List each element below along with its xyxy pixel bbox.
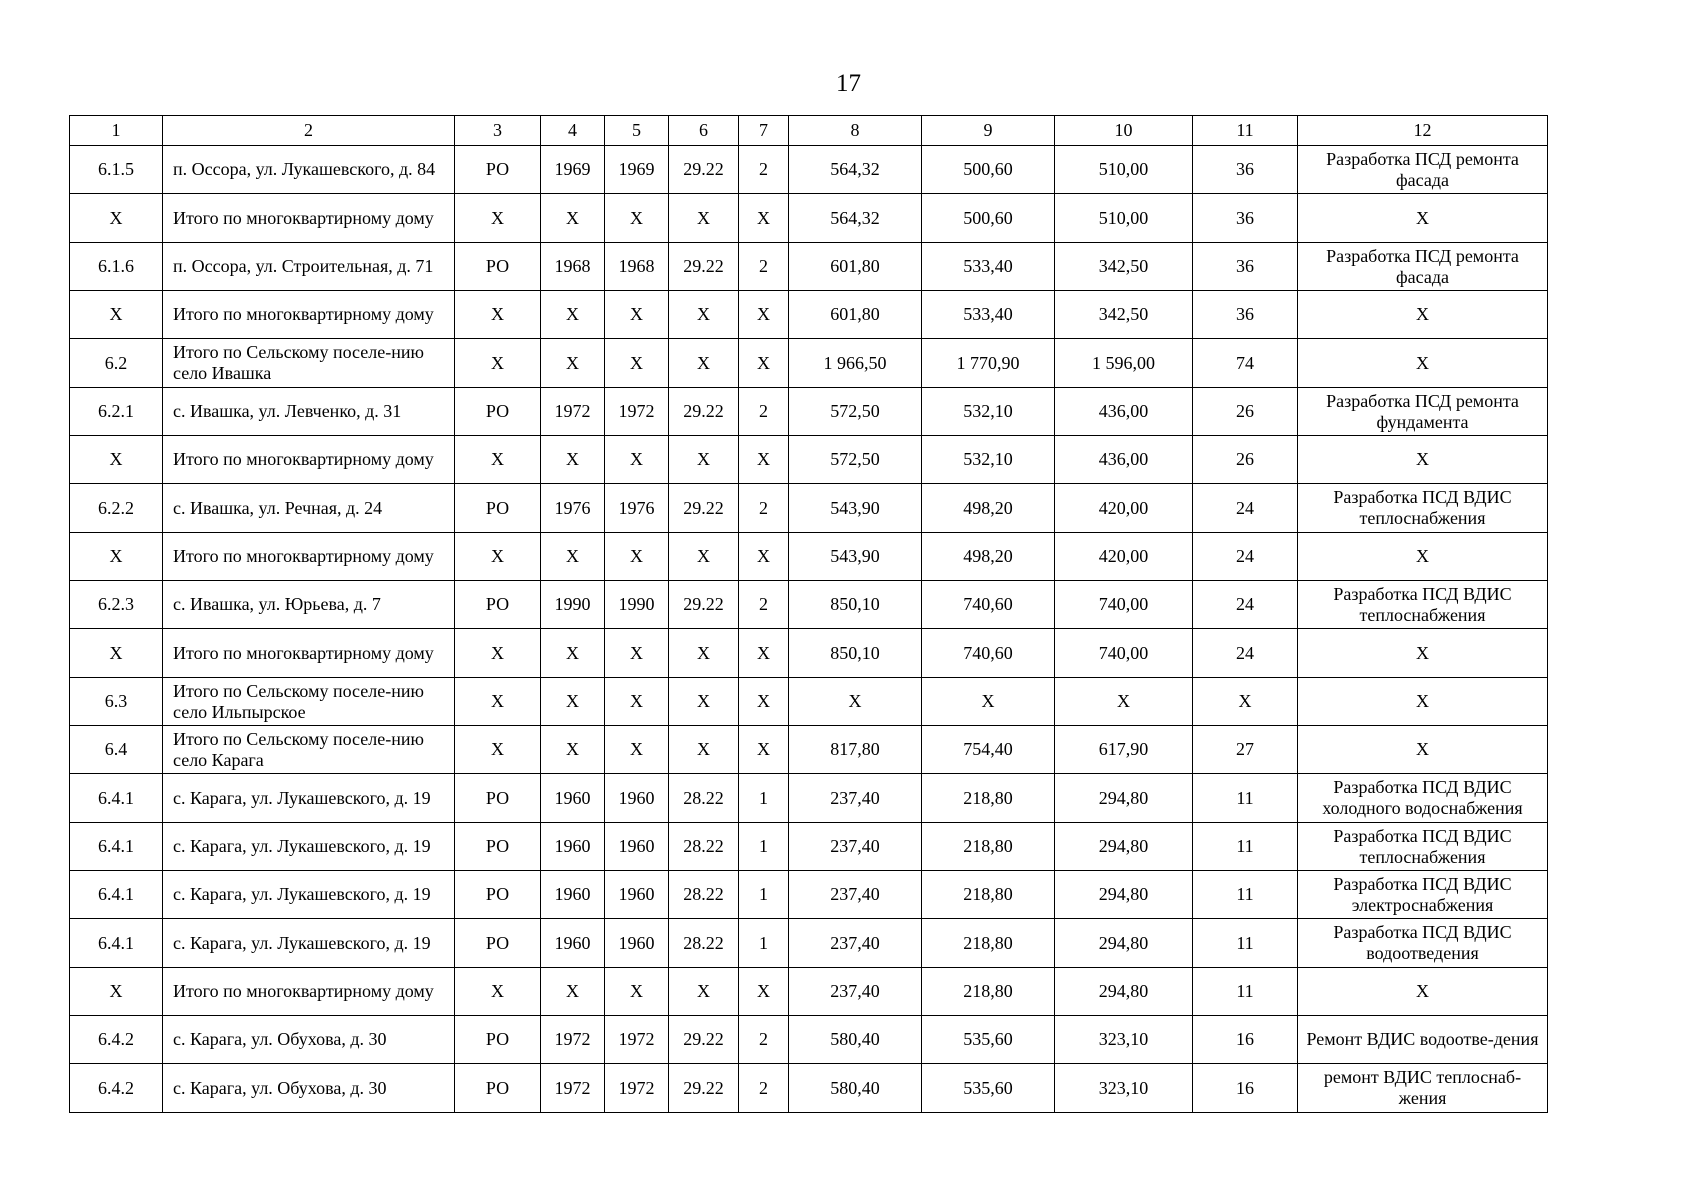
cell-wall-material: X — [669, 726, 739, 774]
cell-living-area: 498,20 — [922, 533, 1055, 581]
column-header-5: 5 — [605, 116, 669, 146]
cell-work-type: Разработка ПСД ВДИС электроснабжения — [1298, 871, 1548, 919]
cell-year-commissioned: X — [605, 436, 669, 484]
cell-address: п. Оссора, ул. Строительная, д. 71 — [163, 243, 455, 291]
cell-wall-material: 29.22 — [669, 146, 739, 194]
cell-floors: 2 — [739, 146, 789, 194]
cell-work-type: X — [1298, 629, 1548, 678]
cell-residents: 36 — [1193, 243, 1298, 291]
table-row — [70, 436, 1548, 484]
table-row — [70, 146, 1548, 194]
table-row — [70, 291, 1548, 339]
column-header-7: 7 — [739, 116, 789, 146]
cell-row-number: 6.2 — [70, 339, 163, 388]
table-row — [70, 823, 1548, 871]
cell-total-area: 572,50 — [789, 436, 922, 484]
cell-ownership: РО — [455, 919, 541, 968]
cell-floors: 2 — [739, 1016, 789, 1064]
cell-cost: 510,00 — [1055, 194, 1193, 243]
cell-year-commissioned: X — [605, 629, 669, 678]
cell-address: с. Ивашка, ул. Речная, д. 24 — [163, 484, 455, 533]
cell-work-type: Разработка ПСД ВДИС теплоснабжения — [1298, 484, 1548, 533]
cell-ownership: РО — [455, 388, 541, 436]
cell-ownership: X — [455, 339, 541, 388]
cell-total-area: 237,40 — [789, 871, 922, 919]
table-row — [70, 581, 1548, 629]
cell-wall-material: X — [669, 968, 739, 1016]
cell-floors: X — [739, 339, 789, 388]
column-header-1: 1 — [70, 116, 163, 146]
cell-total-area: 237,40 — [789, 774, 922, 823]
cell-year-built: X — [541, 678, 605, 726]
column-header-11: 11 — [1193, 116, 1298, 146]
cell-work-type: Разработка ПСД ремонта фундамента — [1298, 388, 1548, 436]
cell-row-number: X — [70, 194, 163, 243]
cell-total-area: 601,80 — [789, 291, 922, 339]
cell-ownership: X — [455, 968, 541, 1016]
column-header-10: 10 — [1055, 116, 1193, 146]
cell-address: с. Карага, ул. Обухова, д. 30 — [163, 1064, 455, 1113]
cell-living-area: 740,60 — [922, 629, 1055, 678]
cell-address: п. Оссора, ул. Лукашевского, д. 84 — [163, 146, 455, 194]
cell-work-type: X — [1298, 968, 1548, 1016]
cell-year-built: 1976 — [541, 484, 605, 533]
cell-year-commissioned: X — [605, 726, 669, 774]
cell-year-built: 1969 — [541, 146, 605, 194]
page-number: 17 — [836, 70, 861, 97]
cell-floors: 2 — [739, 388, 789, 436]
cell-year-built: X — [541, 629, 605, 678]
cell-year-commissioned: 1972 — [605, 1016, 669, 1064]
cell-wall-material: 28.22 — [669, 871, 739, 919]
cell-cost: 294,80 — [1055, 823, 1193, 871]
cell-floors: X — [739, 436, 789, 484]
cell-address: с. Карага, ул. Лукашевского, д. 19 — [163, 871, 455, 919]
cell-address: Итого по многоквартирному дому — [163, 436, 455, 484]
cell-ownership: РО — [455, 581, 541, 629]
cell-year-commissioned: X — [605, 678, 669, 726]
cell-wall-material: X — [669, 533, 739, 581]
cell-wall-material: 29.22 — [669, 1016, 739, 1064]
cell-work-type: Ремонт ВДИС водоотве-дения — [1298, 1016, 1548, 1064]
cell-living-area: 218,80 — [922, 968, 1055, 1016]
cell-row-number: X — [70, 533, 163, 581]
cell-floors: X — [739, 726, 789, 774]
cell-total-area: 543,90 — [789, 484, 922, 533]
cell-year-built: 1972 — [541, 1016, 605, 1064]
cell-wall-material: X — [669, 678, 739, 726]
cell-residents: 27 — [1193, 726, 1298, 774]
cell-cost: 510,00 — [1055, 146, 1193, 194]
cell-wall-material: 28.22 — [669, 919, 739, 968]
cell-row-number: X — [70, 968, 163, 1016]
table-row — [70, 678, 1548, 726]
cell-ownership: РО — [455, 1016, 541, 1064]
cell-floors: X — [739, 194, 789, 243]
cell-address: с. Карага, ул. Обухова, д. 30 — [163, 1016, 455, 1064]
cell-year-commissioned: 1972 — [605, 388, 669, 436]
cell-row-number: 6.4.2 — [70, 1016, 163, 1064]
cell-row-number: 6.1.6 — [70, 243, 163, 291]
cell-floors: 2 — [739, 243, 789, 291]
cell-total-area: 580,40 — [789, 1016, 922, 1064]
cell-residents: 26 — [1193, 388, 1298, 436]
cell-ownership: X — [455, 726, 541, 774]
cell-total-area: 564,32 — [789, 194, 922, 243]
column-header-6: 6 — [669, 116, 739, 146]
cell-address: Итого по многоквартирному дому — [163, 291, 455, 339]
cell-floors: X — [739, 968, 789, 1016]
cell-work-type: Разработка ПСД ВДИС теплоснабжения — [1298, 823, 1548, 871]
table-row — [70, 1064, 1548, 1113]
cell-living-area: 498,20 — [922, 484, 1055, 533]
column-header-3: 3 — [455, 116, 541, 146]
cell-address: Итого по многоквартирному дому — [163, 968, 455, 1016]
cell-residents: 26 — [1193, 436, 1298, 484]
cell-cost: 617,90 — [1055, 726, 1193, 774]
cell-residents: 11 — [1193, 968, 1298, 1016]
cell-ownership: РО — [455, 823, 541, 871]
cell-year-commissioned: 1976 — [605, 484, 669, 533]
cell-living-area: 754,40 — [922, 726, 1055, 774]
cell-year-built: X — [541, 968, 605, 1016]
cell-year-commissioned: X — [605, 339, 669, 388]
cell-year-built: 1972 — [541, 388, 605, 436]
cell-ownership: РО — [455, 146, 541, 194]
cell-cost: 323,10 — [1055, 1064, 1193, 1113]
cell-year-built: X — [541, 291, 605, 339]
cell-year-built: 1960 — [541, 871, 605, 919]
cell-work-type: Разработка ПСД ВДИС водоотведения — [1298, 919, 1548, 968]
cell-ownership: X — [455, 629, 541, 678]
cell-living-area: 1 770,90 — [922, 339, 1055, 388]
data-table — [69, 115, 1548, 1113]
cell-total-area: 572,50 — [789, 388, 922, 436]
cell-floors: X — [739, 629, 789, 678]
cell-wall-material: 29.22 — [669, 581, 739, 629]
cell-total-area: 850,10 — [789, 629, 922, 678]
cell-residents: 11 — [1193, 919, 1298, 968]
cell-address: Итого по многоквартирному дому — [163, 194, 455, 243]
cell-cost: 436,00 — [1055, 436, 1193, 484]
cell-address: Итого по многоквартирному дому — [163, 629, 455, 678]
cell-year-commissioned: 1960 — [605, 823, 669, 871]
cell-year-built: X — [541, 339, 605, 388]
cell-work-type: X — [1298, 678, 1548, 726]
table-row — [70, 871, 1548, 919]
cell-wall-material: X — [669, 339, 739, 388]
cell-year-commissioned: 1990 — [605, 581, 669, 629]
cell-work-type: X — [1298, 436, 1548, 484]
cell-year-built: 1972 — [541, 1064, 605, 1113]
cell-living-area: 532,10 — [922, 436, 1055, 484]
cell-wall-material: 28.22 — [669, 774, 739, 823]
cell-wall-material: 28.22 — [669, 823, 739, 871]
cell-row-number: 6.1.5 — [70, 146, 163, 194]
cell-row-number: 6.2.2 — [70, 484, 163, 533]
cell-year-built: X — [541, 436, 605, 484]
cell-residents: 24 — [1193, 484, 1298, 533]
cell-cost: 740,00 — [1055, 629, 1193, 678]
cell-work-type: Разработка ПСД ВДИС холодного водоснабжения — [1298, 774, 1548, 823]
cell-floors: 1 — [739, 919, 789, 968]
cell-work-type: X — [1298, 533, 1548, 581]
cell-year-commissioned: 1968 — [605, 243, 669, 291]
cell-residents: 16 — [1193, 1016, 1298, 1064]
cell-residents: 36 — [1193, 194, 1298, 243]
cell-address: Итого по Сельскому поселе-нию село Карага — [163, 726, 455, 774]
cell-total-area: 564,32 — [789, 146, 922, 194]
cell-year-commissioned: X — [605, 194, 669, 243]
header-row — [70, 116, 1548, 146]
cell-row-number: 6.4.1 — [70, 919, 163, 968]
cell-ownership: X — [455, 194, 541, 243]
table-row — [70, 968, 1548, 1016]
cell-floors: X — [739, 291, 789, 339]
cell-cost: 420,00 — [1055, 533, 1193, 581]
cell-year-built: X — [541, 533, 605, 581]
cell-year-built: 1960 — [541, 774, 605, 823]
cell-residents: X — [1193, 678, 1298, 726]
cell-residents: 16 — [1193, 1064, 1298, 1113]
cell-floors: 2 — [739, 1064, 789, 1113]
cell-cost: 294,80 — [1055, 774, 1193, 823]
cell-year-built: 1960 — [541, 919, 605, 968]
cell-residents: 11 — [1193, 871, 1298, 919]
cell-year-commissioned: X — [605, 968, 669, 1016]
cell-wall-material: X — [669, 291, 739, 339]
cell-row-number: 6.4.1 — [70, 774, 163, 823]
cell-residents: 11 — [1193, 823, 1298, 871]
cell-address: с. Ивашка, ул. Левченко, д. 31 — [163, 388, 455, 436]
cell-floors: 1 — [739, 774, 789, 823]
cell-ownership: РО — [455, 243, 541, 291]
cell-row-number: 6.3 — [70, 678, 163, 726]
cell-row-number: 6.2.1 — [70, 388, 163, 436]
cell-row-number: X — [70, 629, 163, 678]
cell-cost: 294,80 — [1055, 871, 1193, 919]
cell-year-commissioned: X — [605, 291, 669, 339]
cell-year-built: X — [541, 194, 605, 243]
cell-year-built: 1968 — [541, 243, 605, 291]
table-row — [70, 388, 1548, 436]
cell-total-area: 543,90 — [789, 533, 922, 581]
table-body — [70, 146, 1548, 1113]
cell-work-type: X — [1298, 339, 1548, 388]
cell-cost: 436,00 — [1055, 388, 1193, 436]
table-row — [70, 243, 1548, 291]
cell-work-type: Разработка ПСД ремонта фасада — [1298, 146, 1548, 194]
cell-residents: 74 — [1193, 339, 1298, 388]
cell-living-area: 218,80 — [922, 919, 1055, 968]
cell-year-commissioned: X — [605, 533, 669, 581]
cell-residents: 24 — [1193, 629, 1298, 678]
cell-row-number: 6.2.3 — [70, 581, 163, 629]
cell-ownership: X — [455, 291, 541, 339]
column-header-4: 4 — [541, 116, 605, 146]
cell-total-area: 850,10 — [789, 581, 922, 629]
cell-ownership: РО — [455, 774, 541, 823]
table-row — [70, 629, 1548, 678]
cell-living-area: 740,60 — [922, 581, 1055, 629]
cell-year-built: X — [541, 726, 605, 774]
cell-wall-material: X — [669, 629, 739, 678]
cell-address: Итого по Сельскому поселе-нию село Ивашка — [163, 339, 455, 388]
cell-wall-material: 29.22 — [669, 243, 739, 291]
cell-living-area: 532,10 — [922, 388, 1055, 436]
column-header-2: 2 — [163, 116, 455, 146]
cell-address: Итого по многоквартирному дому — [163, 533, 455, 581]
cell-wall-material: 29.22 — [669, 1064, 739, 1113]
cell-wall-material: 29.22 — [669, 388, 739, 436]
cell-wall-material: 29.22 — [669, 484, 739, 533]
cell-work-type: X — [1298, 726, 1548, 774]
cell-wall-material: X — [669, 194, 739, 243]
cell-address: с. Ивашка, ул. Юрьева, д. 7 — [163, 581, 455, 629]
cell-year-commissioned: 1960 — [605, 871, 669, 919]
cell-row-number: X — [70, 291, 163, 339]
table-row — [70, 339, 1548, 388]
table-row — [70, 726, 1548, 774]
cell-living-area: 500,60 — [922, 146, 1055, 194]
cell-cost: 1 596,00 — [1055, 339, 1193, 388]
cell-address: Итого по Сельскому поселе-нию село Ильпырское — [163, 678, 455, 726]
cell-year-commissioned: 1960 — [605, 919, 669, 968]
cell-living-area: 218,80 — [922, 823, 1055, 871]
cell-living-area: 533,40 — [922, 243, 1055, 291]
cell-ownership: X — [455, 533, 541, 581]
cell-living-area: 533,40 — [922, 291, 1055, 339]
cell-work-type: Разработка ПСД ремонта фасада — [1298, 243, 1548, 291]
table-row — [70, 919, 1548, 968]
table-row — [70, 774, 1548, 823]
cell-year-commissioned: 1972 — [605, 1064, 669, 1113]
cell-ownership: РО — [455, 484, 541, 533]
cell-cost: 294,80 — [1055, 919, 1193, 968]
cell-address: с. Карага, ул. Лукашевского, д. 19 — [163, 823, 455, 871]
cell-work-type: X — [1298, 194, 1548, 243]
cell-floors: 2 — [739, 484, 789, 533]
cell-row-number: 6.4.1 — [70, 823, 163, 871]
cell-work-type: Разработка ПСД ВДИС теплоснабжения — [1298, 581, 1548, 629]
cell-residents: 36 — [1193, 291, 1298, 339]
cell-living-area: 500,60 — [922, 194, 1055, 243]
column-header-12: 12 — [1298, 116, 1548, 146]
cell-cost: X — [1055, 678, 1193, 726]
cell-total-area: 237,40 — [789, 823, 922, 871]
cell-year-built: 1960 — [541, 823, 605, 871]
cell-floors: 1 — [739, 823, 789, 871]
table-row — [70, 533, 1548, 581]
cell-ownership: X — [455, 678, 541, 726]
table-row — [70, 194, 1548, 243]
cell-living-area: X — [922, 678, 1055, 726]
cell-work-type: ремонт ВДИС теплоснаб-жения — [1298, 1064, 1548, 1113]
cell-row-number: 6.4 — [70, 726, 163, 774]
cell-work-type: X — [1298, 291, 1548, 339]
cell-floors: 1 — [739, 871, 789, 919]
cell-ownership: РО — [455, 871, 541, 919]
cell-total-area: 817,80 — [789, 726, 922, 774]
cell-address: с. Карага, ул. Лукашевского, д. 19 — [163, 774, 455, 823]
cell-living-area: 218,80 — [922, 774, 1055, 823]
cell-wall-material: X — [669, 436, 739, 484]
cell-cost: 420,00 — [1055, 484, 1193, 533]
table-row — [70, 484, 1548, 533]
cell-year-commissioned: 1969 — [605, 146, 669, 194]
cell-floors: X — [739, 678, 789, 726]
cell-residents: 24 — [1193, 581, 1298, 629]
cell-floors: X — [739, 533, 789, 581]
cell-total-area: 237,40 — [789, 968, 922, 1016]
cell-total-area: 1 966,50 — [789, 339, 922, 388]
cell-residents: 36 — [1193, 146, 1298, 194]
cell-ownership: РО — [455, 1064, 541, 1113]
cell-row-number: X — [70, 436, 163, 484]
cell-row-number: 6.4.2 — [70, 1064, 163, 1113]
table-row — [70, 1016, 1548, 1064]
cell-total-area: 580,40 — [789, 1064, 922, 1113]
cell-cost: 342,50 — [1055, 243, 1193, 291]
cell-year-built: 1990 — [541, 581, 605, 629]
cell-total-area: 601,80 — [789, 243, 922, 291]
cell-address: с. Карага, ул. Лукашевского, д. 19 — [163, 919, 455, 968]
column-header-9: 9 — [922, 116, 1055, 146]
cell-total-area: 237,40 — [789, 919, 922, 968]
cell-cost: 323,10 — [1055, 1016, 1193, 1064]
cell-residents: 11 — [1193, 774, 1298, 823]
cell-total-area: X — [789, 678, 922, 726]
cell-cost: 342,50 — [1055, 291, 1193, 339]
cell-living-area: 218,80 — [922, 871, 1055, 919]
cell-cost: 294,80 — [1055, 968, 1193, 1016]
column-header-8: 8 — [789, 116, 922, 146]
cell-year-commissioned: 1960 — [605, 774, 669, 823]
cell-living-area: 535,60 — [922, 1064, 1055, 1113]
cell-residents: 24 — [1193, 533, 1298, 581]
cell-ownership: X — [455, 436, 541, 484]
cell-living-area: 535,60 — [922, 1016, 1055, 1064]
cell-cost: 740,00 — [1055, 581, 1193, 629]
cell-floors: 2 — [739, 581, 789, 629]
cell-row-number: 6.4.1 — [70, 871, 163, 919]
